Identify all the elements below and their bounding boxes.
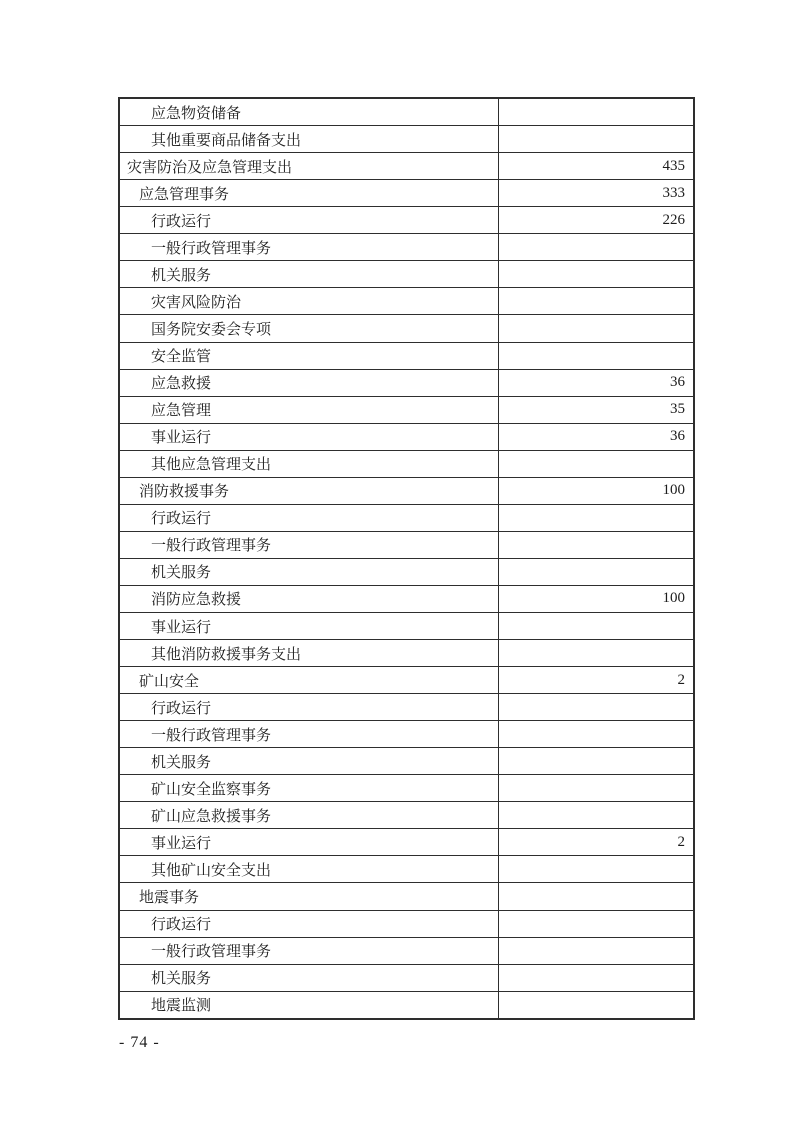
table-row xyxy=(119,369,694,396)
row-label: 矿山安全 xyxy=(119,667,498,694)
table-row xyxy=(119,964,694,991)
row-label: 一般行政管理事务 xyxy=(119,721,498,748)
table-row xyxy=(119,613,694,640)
table-row xyxy=(119,829,694,856)
table-row xyxy=(119,98,694,126)
row-value xyxy=(498,558,694,585)
row-value xyxy=(498,342,694,369)
row-label: 消防救援事务 xyxy=(119,477,498,504)
table-row xyxy=(119,694,694,721)
row-value: 2 xyxy=(498,829,694,856)
row-value: 100 xyxy=(498,585,694,612)
row-value: 333 xyxy=(498,180,694,207)
table-row xyxy=(119,721,694,748)
row-value xyxy=(498,883,694,910)
row-label: 行政运行 xyxy=(119,694,498,721)
row-label: 行政运行 xyxy=(119,207,498,234)
row-value: 226 xyxy=(498,207,694,234)
row-label: 应急救援 xyxy=(119,369,498,396)
table-row xyxy=(119,558,694,585)
table-row xyxy=(119,856,694,883)
row-label: 应急管理 xyxy=(119,396,498,423)
table-row xyxy=(119,288,694,315)
row-label: 地震事务 xyxy=(119,883,498,910)
table-row xyxy=(119,802,694,829)
page-number: - 74 - xyxy=(119,1034,160,1051)
row-label: 其他消防救援事务支出 xyxy=(119,640,498,667)
row-value xyxy=(498,613,694,640)
row-label: 应急物资储备 xyxy=(119,98,498,126)
row-label: 国务院安委会专项 xyxy=(119,315,498,342)
row-value xyxy=(498,937,694,964)
row-value xyxy=(498,504,694,531)
row-label: 机关服务 xyxy=(119,558,498,585)
table-row xyxy=(119,126,694,153)
row-value: 100 xyxy=(498,477,694,504)
row-label: 应急管理事务 xyxy=(119,180,498,207)
row-value xyxy=(498,126,694,153)
row-label: 矿山安全监察事务 xyxy=(119,775,498,802)
row-value xyxy=(498,856,694,883)
row-label: 灾害风险防治 xyxy=(119,288,498,315)
row-value xyxy=(498,288,694,315)
row-value xyxy=(498,98,694,126)
row-value xyxy=(498,261,694,288)
row-label: 一般行政管理事务 xyxy=(119,234,498,261)
row-value xyxy=(498,775,694,802)
row-value xyxy=(498,694,694,721)
row-value: 36 xyxy=(498,423,694,450)
row-value: 2 xyxy=(498,667,694,694)
row-value: 36 xyxy=(498,369,694,396)
table-row xyxy=(119,531,694,558)
row-value: 435 xyxy=(498,153,694,180)
table-row xyxy=(119,504,694,531)
budget-table-body xyxy=(119,98,694,1019)
row-label: 其他应急管理支出 xyxy=(119,450,498,477)
table-row xyxy=(119,937,694,964)
table-row xyxy=(119,585,694,612)
table-row xyxy=(119,396,694,423)
row-label: 灾害防治及应急管理支出 xyxy=(119,153,498,180)
row-label: 事业运行 xyxy=(119,423,498,450)
table-row xyxy=(119,667,694,694)
table-row xyxy=(119,315,694,342)
row-label: 事业运行 xyxy=(119,613,498,640)
row-label: 机关服务 xyxy=(119,748,498,775)
row-value xyxy=(498,748,694,775)
row-label: 行政运行 xyxy=(119,504,498,531)
table-row xyxy=(119,775,694,802)
row-value xyxy=(498,721,694,748)
table-row xyxy=(119,910,694,937)
row-value xyxy=(498,450,694,477)
row-value: 35 xyxy=(498,396,694,423)
row-label: 行政运行 xyxy=(119,910,498,937)
table-row xyxy=(119,748,694,775)
row-label: 机关服务 xyxy=(119,964,498,991)
table-row xyxy=(119,207,694,234)
row-value xyxy=(498,802,694,829)
table-row xyxy=(119,450,694,477)
row-label: 机关服务 xyxy=(119,261,498,288)
row-label: 其他矿山安全支出 xyxy=(119,856,498,883)
row-value xyxy=(498,640,694,667)
row-value xyxy=(498,964,694,991)
row-value xyxy=(498,910,694,937)
row-label: 一般行政管理事务 xyxy=(119,937,498,964)
table-row xyxy=(119,423,694,450)
table-row xyxy=(119,991,694,1019)
row-label: 一般行政管理事务 xyxy=(119,531,498,558)
row-label: 其他重要商品储备支出 xyxy=(119,126,498,153)
row-value xyxy=(498,315,694,342)
table-row xyxy=(119,477,694,504)
table-row xyxy=(119,261,694,288)
table-row xyxy=(119,640,694,667)
row-value xyxy=(498,531,694,558)
row-label: 地震监测 xyxy=(119,991,498,1019)
budget-table xyxy=(118,97,695,1020)
table-row xyxy=(119,342,694,369)
row-value xyxy=(498,991,694,1019)
row-label: 事业运行 xyxy=(119,829,498,856)
row-label: 安全监管 xyxy=(119,342,498,369)
row-value xyxy=(498,234,694,261)
table-row xyxy=(119,153,694,180)
table-row xyxy=(119,234,694,261)
row-label: 矿山应急救援事务 xyxy=(119,802,498,829)
row-label: 消防应急救援 xyxy=(119,585,498,612)
table-row xyxy=(119,180,694,207)
table-row xyxy=(119,883,694,910)
